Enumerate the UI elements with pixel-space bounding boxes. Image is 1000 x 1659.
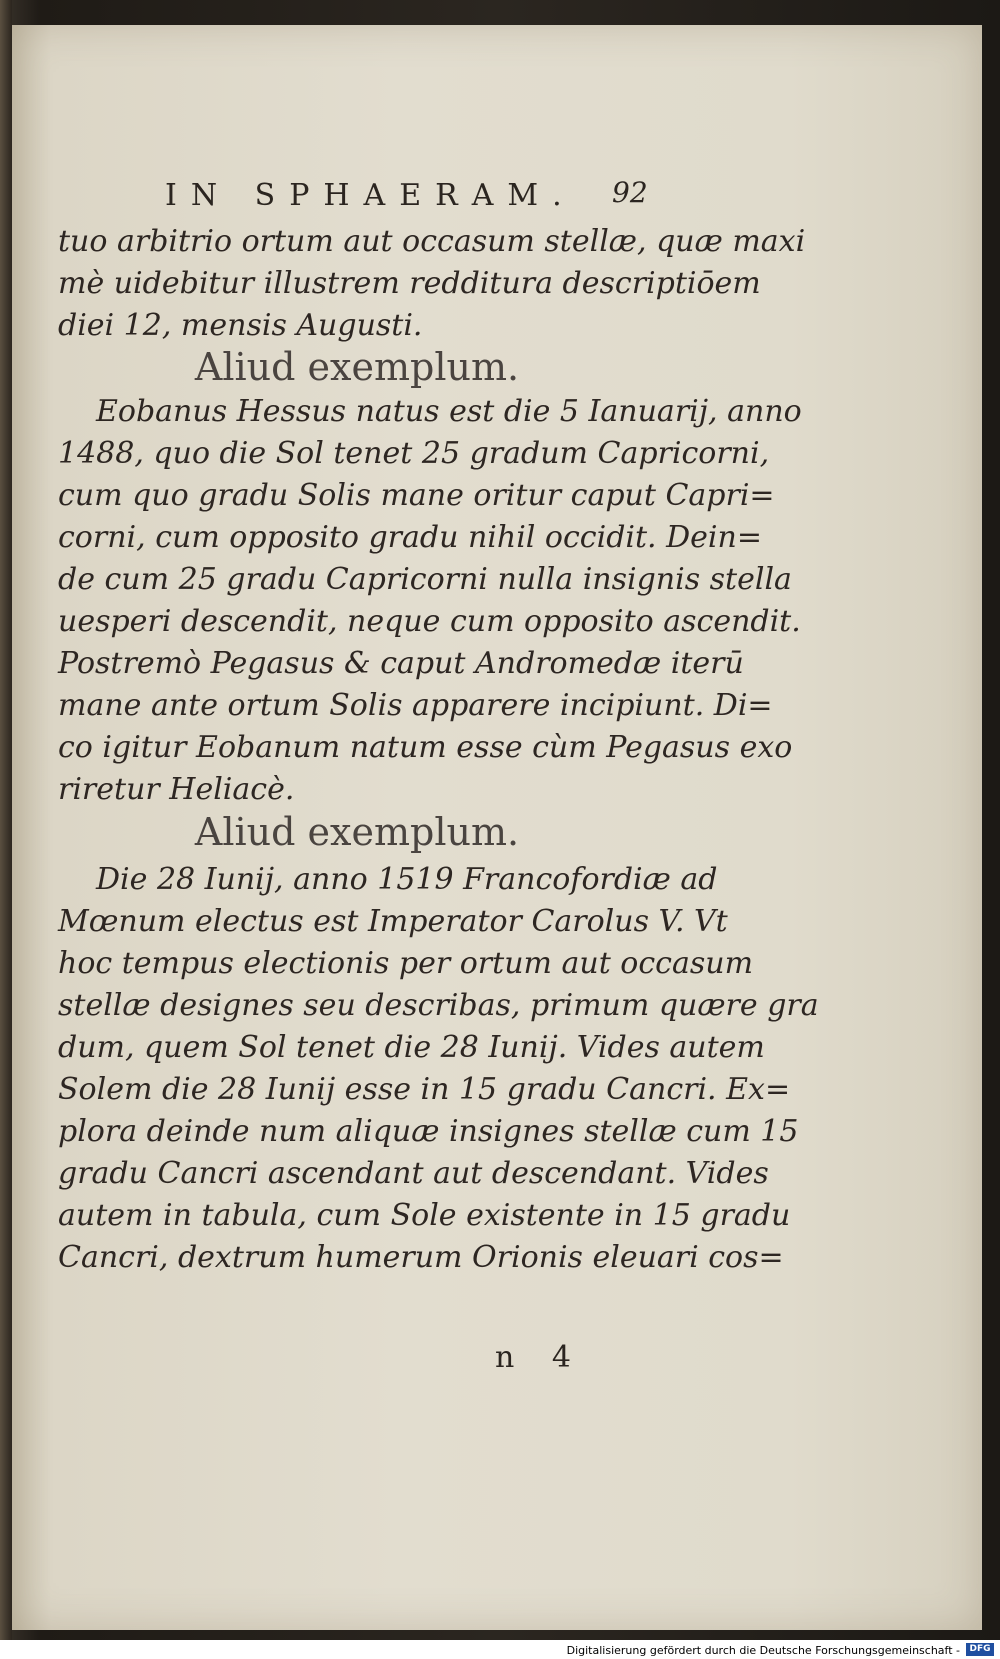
section-heading: Aliud exemplum. bbox=[194, 345, 520, 389]
text-line: riretur Heliacè. bbox=[58, 772, 295, 807]
text-line: autem in tabula, cum Sole existente in 15 gradu bbox=[58, 1198, 791, 1233]
text-line: co igitur Eobanum natum esse cùm Pegasus exo bbox=[58, 730, 793, 765]
text-line: plora deinde num aliquæ insignes stellæ cum 15 bbox=[58, 1114, 799, 1149]
text-line: Solem die 28 Iunij esse in 15 gradu Cancri. Ex= bbox=[58, 1072, 791, 1107]
book-spine bbox=[0, 0, 12, 1640]
text-line: dum, quem Sol tenet die 28 Iunij. Vides autem bbox=[58, 1030, 765, 1065]
text-line: diei 12, mensis Augusti. bbox=[58, 308, 423, 343]
text-line: Cancri, dextrum humerum Orionis eleuari cos= bbox=[58, 1240, 784, 1275]
running-title: IN SPHAERAM. bbox=[165, 178, 576, 213]
text-line: tuo arbitrio ortum aut occasum stellæ, quæ maxi bbox=[58, 224, 806, 259]
credit-bar bbox=[0, 1640, 1000, 1659]
text-line: gradu Cancri ascendant aut descendant. Vides bbox=[58, 1156, 769, 1191]
text-line: de cum 25 gradu Capricorni nulla insignis stella bbox=[58, 562, 792, 597]
text-line: stellæ designes seu describas, primum quære gra bbox=[58, 988, 819, 1023]
text-line: corni, cum opposito gradu nihil occidit. Dein= bbox=[58, 520, 762, 555]
text-line: Die 28 Iunij, anno 1519 Francofordiæ ad bbox=[96, 862, 718, 897]
credit-text: Digitalisierung gefördert durch die Deutsche Forschungsgemeinschaft - bbox=[566, 1644, 960, 1657]
section-heading: Aliud exemplum. bbox=[194, 810, 520, 854]
text-line: mane ante ortum Solis apparere incipiunt. Di= bbox=[58, 688, 773, 723]
page-number: 92 bbox=[612, 176, 648, 209]
dfg-logo: DFG bbox=[966, 1643, 994, 1656]
signature-mark: n 4 bbox=[495, 1340, 585, 1375]
text-line: Eobanus Hessus natus est die 5 Ianuarij, anno bbox=[96, 394, 802, 429]
text-line: 1488, quo die Sol tenet 25 gradum Capricorni, bbox=[58, 436, 770, 471]
text-line: uesperi descendit, neque cum opposito ascendit. bbox=[58, 604, 801, 639]
text-line: Mœnum electus est Imperator Carolus V. Vt bbox=[58, 904, 728, 939]
text-line: hoc tempus electionis per ortum aut occasum bbox=[58, 946, 754, 981]
text-line: Postremò Pegasus & caput Andromedæ iterū bbox=[58, 646, 744, 681]
text-line: cum quo gradu Solis mane oritur caput Capri= bbox=[58, 478, 775, 513]
text-line: mè uidebitur illustrem redditura descriptiōem bbox=[58, 266, 761, 301]
